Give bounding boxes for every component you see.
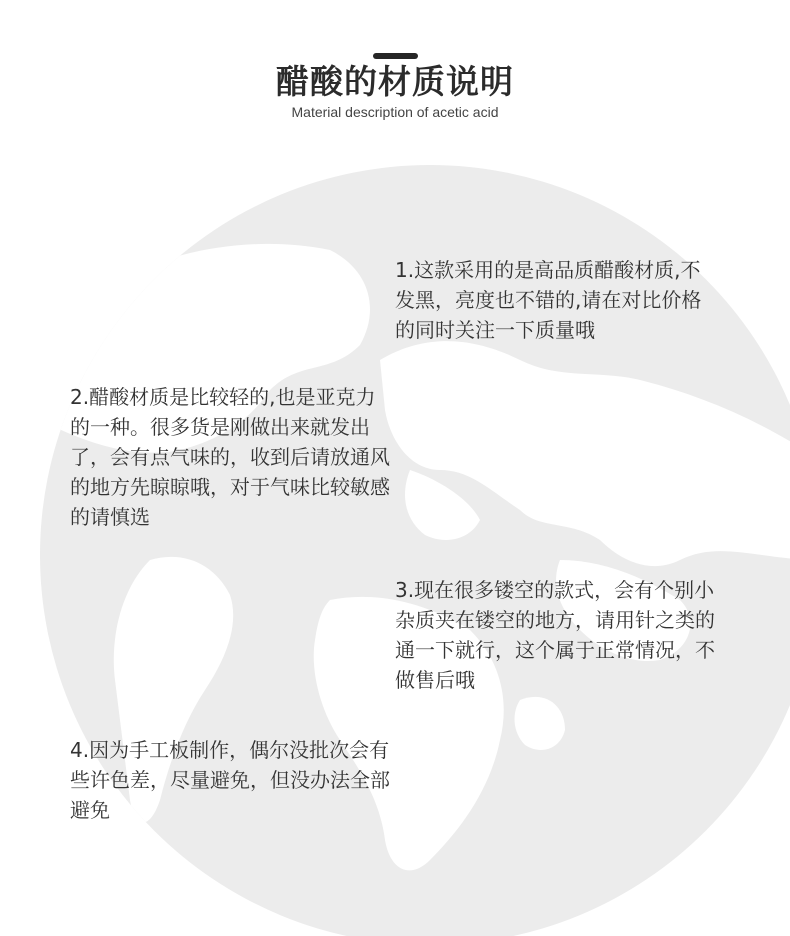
note-paragraph-3: 3.现在很多镂空的款式，会有个别小杂质夹在镂空的地方，请用针之类的通一下就行，这个属于正常情况，不做售后哦 [395, 578, 715, 692]
note-paragraph-2: 2.醋酸材质是比较轻的,也是亚克力的一种。很多货是刚做出来就发出了，会有点气味的，收到后请放通风的地方先晾晾哦，对于气味比较敏感的请慎选 [70, 385, 390, 529]
title-accent-bar [373, 53, 418, 59]
note-paragraph-4: 4.因为手工板制作，偶尔没批次会有些许色差，尽量避免，但没办法全部避免 [70, 738, 390, 822]
note-paragraph-1: 1.这款采用的是高品质醋酸材质,不发黑，亮度也不错的,请在对比价格的同时关注一下质量哦 [395, 258, 702, 342]
page-title: 醋酸的材质说明 [276, 62, 514, 101]
page-subtitle: Material description of acetic acid [291, 104, 499, 120]
